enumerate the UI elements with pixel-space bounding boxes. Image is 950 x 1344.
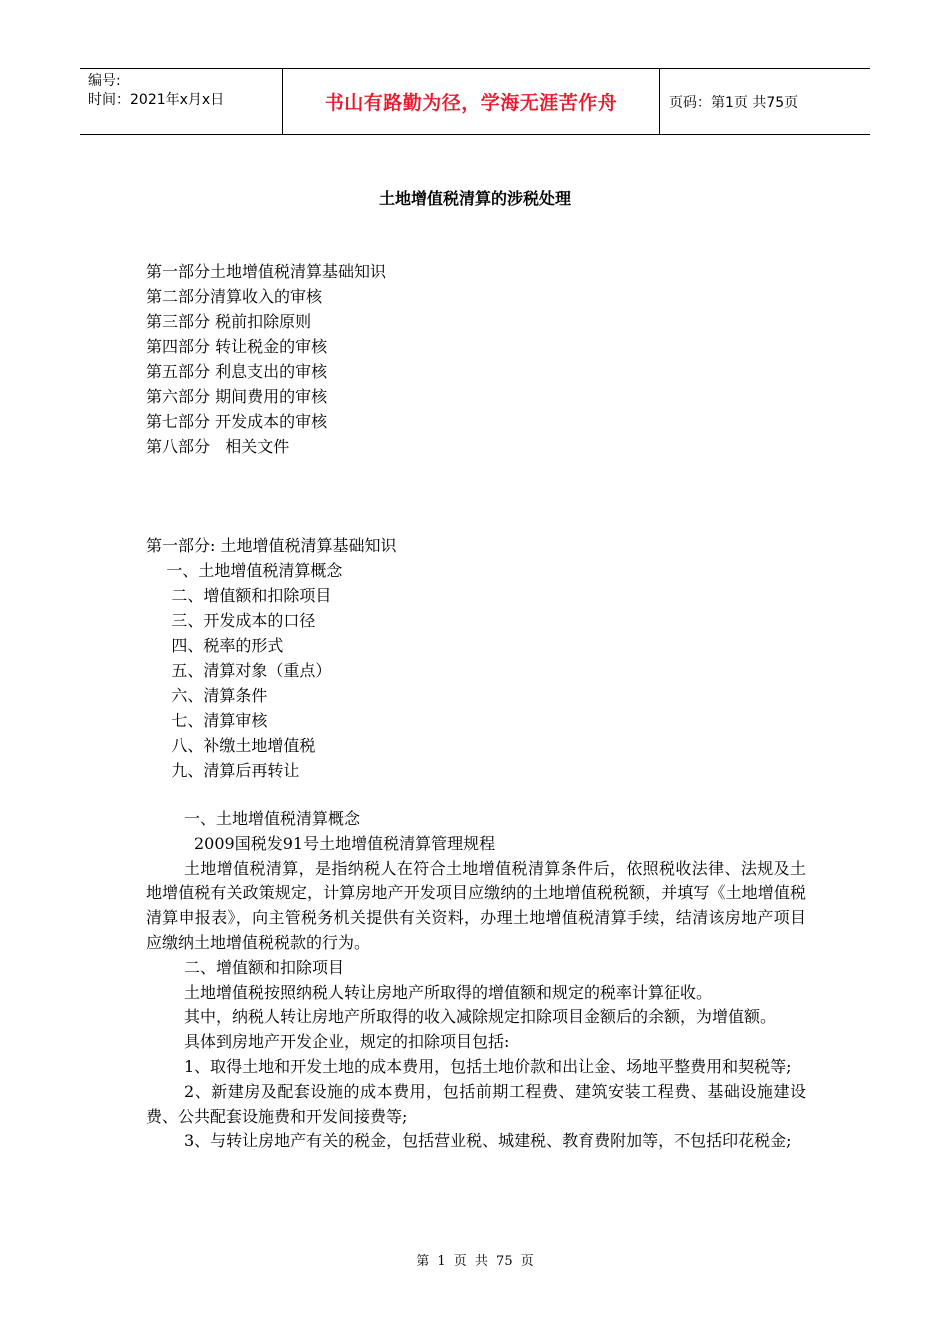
- document-number-label: 编号:: [88, 73, 121, 89]
- table-of-contents: [146, 259, 386, 459]
- header-page-number: 页码：第1页 共75页: [669, 94, 799, 111]
- toc-item: 第三部分 税前扣除原则: [146, 312, 312, 331]
- paragraph: 1、取得土地和开发土地的成本费用，包括土地价款和出让金、场地平整费用和契税等;: [184, 1056, 792, 1076]
- paragraph: 土地增值税清算，是指纳税人在符合土地增值税清算条件后，依照税收法律、法规及土地增值税有关政策规定，计算房地产开发项目应缴纳的土地增值税税额，并填写《土地增值税清算申报表》，向主管税务机关提供有关资料，办理土地增值税清算手续，结清该房地产项目应缴纳土地增值税税款的行为。: [146, 858, 806, 952]
- outline-item: 八、补缴土地增值税: [146, 736, 316, 755]
- toc-item: 第二部分清算收入的审核: [146, 287, 323, 306]
- paragraph: 2、新建房及配套设施的成本费用，包括前期工程费、建筑安装工程费、基础设施建设费、公共配套设施费和开发间接费等;: [146, 1081, 806, 1126]
- document-title: 土地增值税清算的涉税处理: [378, 189, 571, 208]
- paragraph: 土地增值税按照纳税人转让房地产所取得的增值额和规定的税率计算征收。: [184, 982, 713, 1002]
- subsection-heading: 一、土地增值税清算概念: [184, 809, 361, 828]
- toc-item: 第五部分 利息支出的审核: [146, 362, 328, 381]
- outline-item: 四、税率的形式: [146, 636, 284, 655]
- outline-item: 五、清算对象（重点）: [146, 661, 332, 680]
- header-table: [80, 68, 870, 135]
- document-time-label: 时间：2021年x月x日: [88, 92, 225, 108]
- page-footer: 第 1 页 共 75 页: [416, 1254, 534, 1269]
- subsection-heading: 二、增值额和扣除项目: [184, 957, 345, 977]
- outline-item: 六、清算条件: [146, 686, 268, 705]
- toc-item: 第四部分 转让税金的审核: [146, 337, 328, 356]
- section-heading: 第一部分: 土地增值税清算基础知识: [146, 536, 397, 555]
- toc-item: 第六部分 期间费用的审核: [146, 387, 328, 406]
- header-motto: 书山有路勤为径，学海无涯苦作舟: [282, 69, 660, 134]
- paragraph: 其中，纳税人转让房地产所取得的收入减除规定扣除项目金额后的余额，为增值额。: [184, 1007, 777, 1027]
- paragraph: 具体到房地产开发企业，规定的扣除项目包括:: [184, 1032, 510, 1052]
- outline-item: 三、开发成本的口径: [146, 611, 316, 630]
- reference-line: 2009国税发91号土地增值税清算管理规程: [194, 833, 496, 853]
- section-outline: [146, 558, 342, 783]
- toc-item: 第七部分 开发成本的审核: [146, 412, 328, 431]
- document-body: [146, 807, 806, 1154]
- outline-item: 九、清算后再转让: [146, 761, 300, 780]
- toc-item: 第八部分 相关文件: [146, 437, 290, 456]
- outline-item: 二、增值额和扣除项目: [146, 586, 332, 605]
- toc-item: 第一部分土地增值税清算基础知识: [146, 262, 387, 281]
- paragraph: 3、与转让房地产有关的税金，包括营业税、城建税、教育费附加等，不包括印花税金;: [184, 1131, 792, 1151]
- outline-item: 一、土地增值税清算概念: [146, 561, 343, 580]
- header-meta: [80, 69, 282, 134]
- outline-item: 七、清算审核: [146, 711, 268, 730]
